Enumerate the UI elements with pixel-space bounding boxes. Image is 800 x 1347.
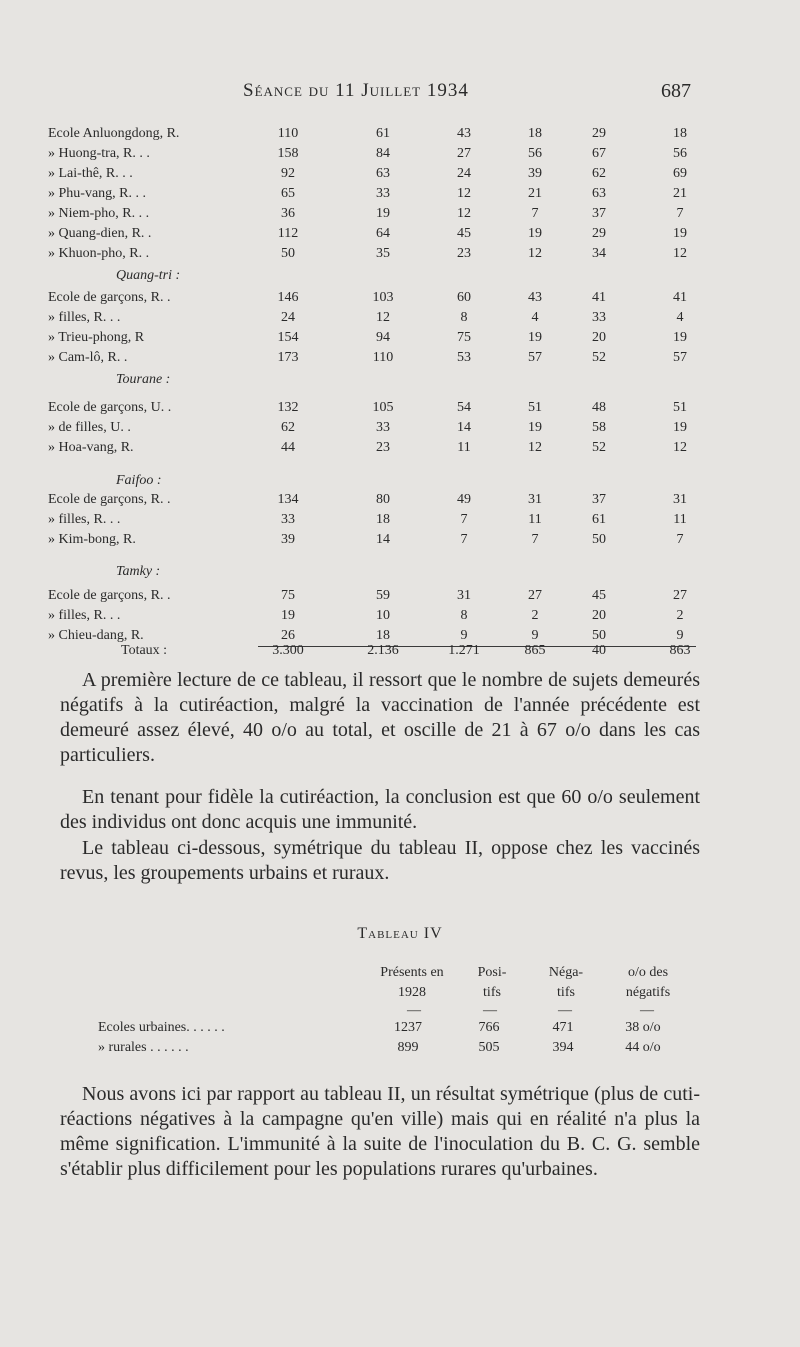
row-value: 69: [673, 166, 687, 181]
row-value: 31: [528, 492, 542, 507]
row-value: 12: [457, 186, 471, 201]
row-value: 9: [460, 628, 468, 643]
row-value: 50: [592, 532, 606, 547]
column-header-line: tifs: [557, 985, 575, 1000]
row-value: 50: [281, 246, 295, 261]
totals-value: 863: [669, 643, 691, 658]
row-value: 20: [592, 330, 606, 345]
totals-value: 3.300: [272, 643, 304, 658]
row-value: 44: [281, 440, 295, 455]
row-value: 43: [528, 290, 542, 305]
row-value: 110: [277, 126, 299, 141]
row-value: 27: [528, 588, 542, 603]
table-row: [0, 186, 800, 208]
row-value: 505: [478, 1040, 500, 1055]
row-label: » de filles, U. .: [48, 420, 131, 435]
table-row: [0, 512, 800, 534]
row-value: 105: [372, 400, 394, 415]
row-value: 39: [281, 532, 295, 547]
row-value: 899: [397, 1040, 419, 1055]
row-value: 84: [376, 146, 390, 161]
row-value: 18: [376, 512, 390, 527]
column-header-line: négatifs: [625, 985, 671, 1000]
row-value: 20: [592, 608, 606, 623]
row-value: 766: [478, 1020, 500, 1035]
table-row: [0, 400, 800, 422]
row-value: 56: [528, 146, 542, 161]
row-value: 62: [281, 420, 295, 435]
column-header-line: Néga-: [548, 965, 584, 980]
row-value: 110: [372, 350, 394, 365]
row-value: 35: [376, 246, 390, 261]
column-header-line: o/o des: [627, 965, 669, 980]
section-heading: Tamky :: [116, 564, 161, 579]
row-value: 19: [673, 330, 687, 345]
totals-value: 1.271: [448, 643, 480, 658]
table-row: [0, 206, 800, 228]
header-dash: —: [640, 1003, 654, 1018]
header-dash: —: [483, 1003, 497, 1018]
column-header-line: tifs: [483, 985, 501, 1000]
row-value: 14: [376, 532, 390, 547]
row-value: 173: [277, 350, 299, 365]
row-value: 11: [528, 512, 542, 527]
row-value: 61: [376, 126, 390, 141]
table-row: [0, 1020, 800, 1042]
table-row: [0, 330, 800, 352]
column-header-line: Présents en: [380, 965, 444, 980]
table-title: Tableau IV: [357, 925, 443, 942]
row-value: 29: [592, 126, 606, 141]
row-value: 44 o/o: [625, 1040, 661, 1055]
paragraph: A première lecture de ce tableau, il ressort que le nombre de sujets demeurés négatifs à la cutiréaction, malgré la vaccination de l'année précédente est demeuré assez élevé, 40 o/o au total, et oscille de 21 à 67 o/o dans les cas particuliers.: [60, 669, 700, 766]
row-value: 57: [528, 350, 542, 365]
row-value: 154: [277, 330, 299, 345]
row-value: 48: [592, 400, 606, 415]
row-label: » Hoa-vang, R.: [48, 440, 134, 455]
totals-label: Totaux :: [121, 643, 168, 658]
row-value: 158: [277, 146, 299, 161]
row-value: 9: [531, 628, 539, 643]
paragraph: Le tableau ci-dessous, symétrique du tableau II, oppose chez les vaccinés revus, les groupements urbains et ruraux.: [60, 837, 700, 884]
row-value: 7: [676, 206, 684, 221]
row-value: 19: [281, 608, 295, 623]
row-value: 52: [592, 350, 606, 365]
row-value: 11: [457, 440, 471, 455]
row-label: » Huong-tra, R. . .: [48, 146, 150, 161]
header-dash: —: [558, 1003, 572, 1018]
section-heading: Quang-tri :: [116, 268, 181, 283]
row-label: » Trieu-phong, R: [48, 330, 145, 345]
column-header-line: 1928: [398, 985, 426, 1000]
row-value: 27: [457, 146, 471, 161]
row-value: 132: [277, 400, 299, 415]
row-value: 21: [673, 186, 687, 201]
row-value: 19: [673, 420, 687, 435]
row-value: 12: [528, 440, 542, 455]
row-value: 19: [376, 206, 390, 221]
row-value: 103: [372, 290, 394, 305]
row-value: 52: [592, 440, 606, 455]
row-value: 7: [460, 512, 468, 527]
row-value: 11: [673, 512, 687, 527]
row-value: 34: [592, 246, 606, 261]
row-value: 18: [376, 628, 390, 643]
table-row: [0, 126, 800, 148]
running-title: Séance du 11 Juillet 1934: [243, 80, 469, 101]
row-value: 4: [676, 310, 684, 325]
row-value: 45: [457, 226, 471, 241]
totals-value: 2.136: [367, 643, 399, 658]
table-row: [0, 608, 800, 630]
row-value: 146: [277, 290, 299, 305]
running-header: [0, 80, 800, 110]
row-value: 12: [457, 206, 471, 221]
table-row: [0, 246, 800, 268]
row-value: 23: [457, 246, 471, 261]
page-number: 687: [661, 80, 691, 102]
table-row: [0, 146, 800, 168]
row-value: 56: [673, 146, 687, 161]
row-value: 24: [281, 310, 295, 325]
row-value: 63: [376, 166, 390, 181]
row-value: 19: [528, 330, 542, 345]
row-value: 62: [592, 166, 606, 181]
row-value: 8: [460, 608, 468, 623]
row-label: » Cam-lô, R. .: [48, 350, 128, 365]
row-label: Ecole de garçons, R. .: [48, 290, 171, 305]
table-row: [0, 492, 800, 514]
row-value: 12: [673, 246, 687, 261]
row-value: 19: [528, 226, 542, 241]
row-value: 7: [531, 532, 539, 547]
row-label: Ecoles urbaines. . . . . .: [98, 1020, 225, 1035]
row-value: 134: [277, 492, 299, 507]
row-value: 24: [457, 166, 471, 181]
row-label: » Kim-bong, R.: [48, 532, 136, 547]
row-value: 394: [552, 1040, 574, 1055]
row-value: 45: [592, 588, 606, 603]
row-value: 36: [281, 206, 295, 221]
table-row: [0, 310, 800, 332]
row-value: 33: [376, 186, 390, 201]
row-value: 18: [528, 126, 542, 141]
row-value: 38 o/o: [625, 1020, 661, 1035]
row-value: 51: [673, 400, 687, 415]
row-value: 12: [528, 246, 542, 261]
row-value: 7: [460, 532, 468, 547]
row-label: » filles, R. . .: [48, 608, 121, 623]
row-value: 53: [457, 350, 471, 365]
row-value: 33: [281, 512, 295, 527]
totals-value: 865: [524, 643, 546, 658]
row-value: 29: [592, 226, 606, 241]
row-value: 57: [673, 350, 687, 365]
header-dash: —: [407, 1003, 421, 1018]
row-value: 112: [277, 226, 299, 241]
row-value: 43: [457, 126, 471, 141]
table-row: [0, 226, 800, 248]
row-value: 67: [592, 146, 606, 161]
row-value: 75: [457, 330, 471, 345]
row-value: 19: [673, 226, 687, 241]
row-value: 58: [592, 420, 606, 435]
table-row: [0, 532, 800, 554]
row-value: 23: [376, 440, 390, 455]
row-label: Ecole de garçons, R. .: [48, 492, 171, 507]
row-value: 33: [592, 310, 606, 325]
column-header: [598, 963, 698, 1003]
totals-value: 40: [592, 643, 606, 658]
row-value: 9: [676, 628, 684, 643]
table-row: [0, 420, 800, 442]
row-value: 8: [460, 310, 468, 325]
table-row: [0, 290, 800, 312]
row-value: 12: [376, 310, 390, 325]
row-value: 64: [376, 226, 390, 241]
row-value: 92: [281, 166, 295, 181]
row-value: 49: [457, 492, 471, 507]
row-label: » filles, R. . .: [48, 310, 121, 325]
table-row: [0, 588, 800, 610]
column-header: [526, 963, 606, 1003]
row-value: 41: [592, 290, 606, 305]
row-value: 59: [376, 588, 390, 603]
row-value: 61: [592, 512, 606, 527]
row-value: 94: [376, 330, 390, 345]
column-header: [362, 963, 462, 1003]
row-label: » Quang-dien, R. .: [48, 226, 152, 241]
row-value: 2: [531, 608, 539, 623]
closing-paragraph: Nous avons ici par rapport au tableau II, un résultat symétrique (plus de cuti-réactions négatives à la campagne qu'en ville) mais qui en réalité n'a plus la même signification. L'immunité à la suite de l'inoculation du B. C. G. semble s'établir plus difficilement pour les populations rurares qu'urbaines.: [60, 1083, 700, 1180]
row-value: 4: [531, 310, 539, 325]
paragraph: En tenant pour fidèle la cutiréaction, la conclusion est que 60 o/o seulement des individus ont donc acquis une immunité.: [60, 786, 700, 833]
row-label: Ecole Anluongdong, R.: [48, 126, 180, 141]
row-label: » Lai-thê, R. . .: [48, 166, 133, 181]
row-label: » Chieu-dang, R.: [48, 628, 144, 643]
row-value: 60: [457, 290, 471, 305]
row-value: 14: [457, 420, 471, 435]
row-value: 80: [376, 492, 390, 507]
row-value: 39: [528, 166, 542, 181]
row-label: Ecole de garçons, U. .: [48, 400, 172, 415]
row-value: 1237: [394, 1020, 422, 1035]
section-heading: Faifoo :: [116, 473, 162, 488]
table-row: [0, 1040, 800, 1062]
row-value: 37: [592, 206, 606, 221]
row-value: 75: [281, 588, 295, 603]
row-value: 7: [531, 206, 539, 221]
row-label: » Phu-vang, R. . .: [48, 186, 146, 201]
row-value: 10: [376, 608, 390, 623]
column-header: [457, 963, 527, 1003]
row-value: 54: [457, 400, 471, 415]
table-row: [0, 350, 800, 372]
row-value: 21: [528, 186, 542, 201]
row-value: 41: [673, 290, 687, 305]
row-value: 37: [592, 492, 606, 507]
row-label: Ecole de garçons, R. .: [48, 588, 171, 603]
row-value: 63: [592, 186, 606, 201]
row-value: 31: [673, 492, 687, 507]
row-value: 51: [528, 400, 542, 415]
row-value: 33: [376, 420, 390, 435]
row-label: » filles, R. . .: [48, 512, 121, 527]
row-label: » rurales . . . . . .: [98, 1040, 189, 1055]
row-value: 7: [676, 532, 684, 547]
row-value: 31: [457, 588, 471, 603]
row-value: 471: [552, 1020, 574, 1035]
row-label: » Niem-pho, R. . .: [48, 206, 150, 221]
row-value: 2: [676, 608, 684, 623]
totals-row: [0, 643, 800, 665]
row-value: 12: [673, 440, 687, 455]
row-value: 19: [528, 420, 542, 435]
section-heading: Tourane :: [116, 372, 171, 387]
row-value: 50: [592, 628, 606, 643]
row-value: 27: [673, 588, 687, 603]
column-header-line: Posi-: [477, 965, 507, 980]
table-row: [0, 166, 800, 188]
row-label: » Khuon-pho, R. .: [48, 246, 150, 261]
row-value: 26: [281, 628, 295, 643]
row-value: 18: [673, 126, 687, 141]
table-row: [0, 440, 800, 462]
row-value: 65: [281, 186, 295, 201]
